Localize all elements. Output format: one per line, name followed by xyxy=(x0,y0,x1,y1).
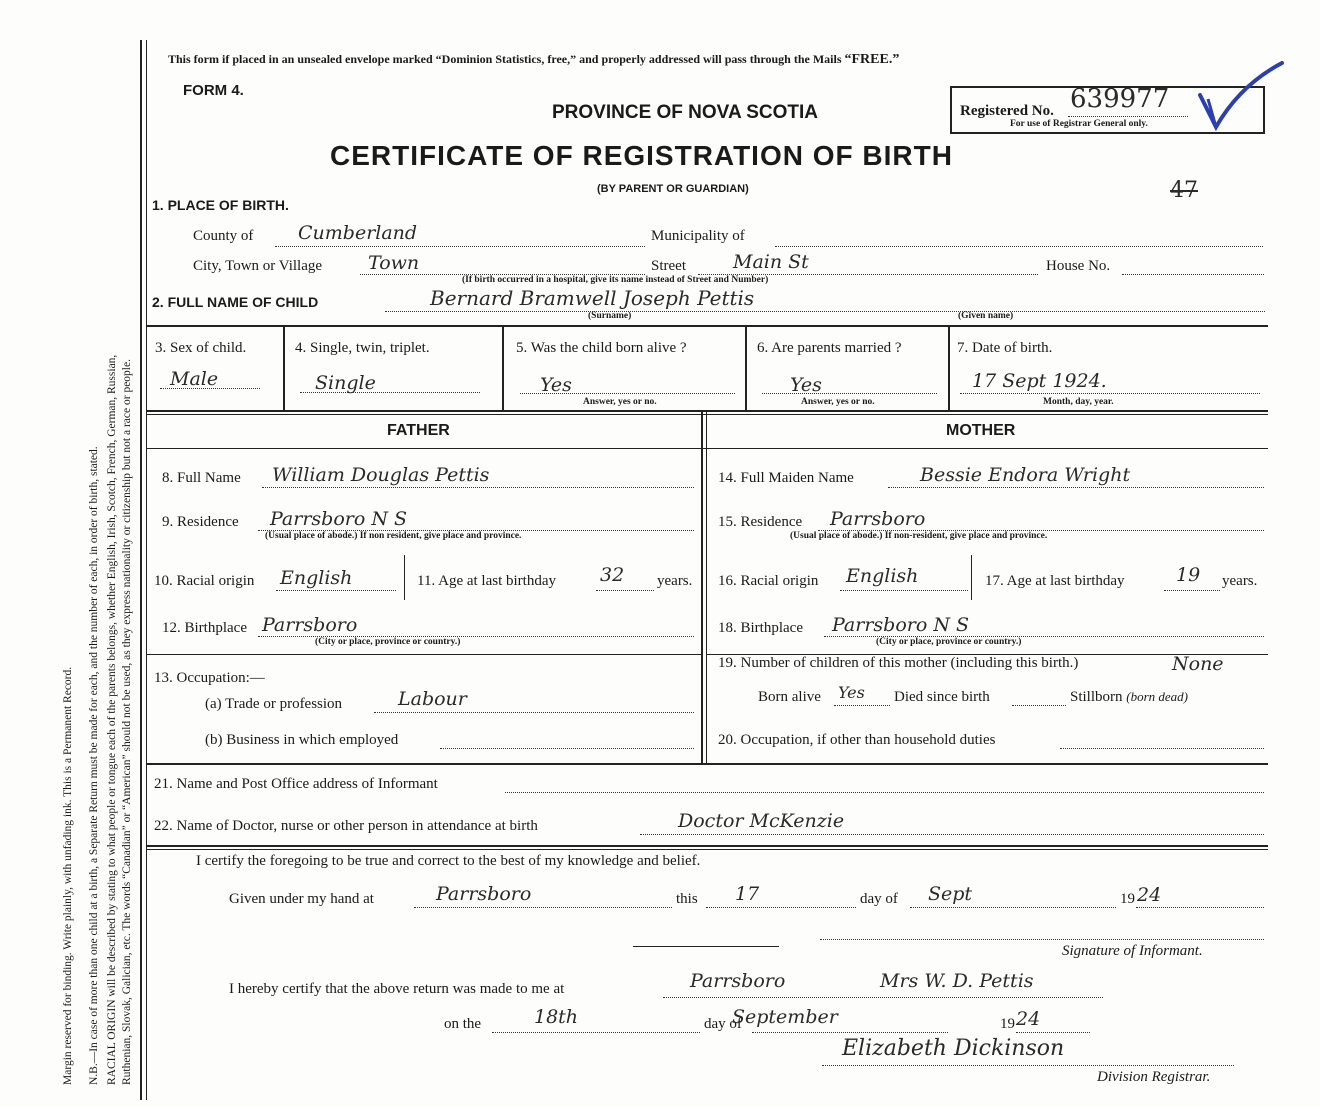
child-name-label: 2. FULL NAME OF CHILD xyxy=(152,294,319,310)
child-name-value: Bernard Bramwell Joseph Pettis xyxy=(430,286,755,310)
surname-caption: (Surname) xyxy=(588,311,632,321)
municipality-line xyxy=(775,246,1263,247)
doctor-value: Doctor McKenzie xyxy=(678,810,845,832)
children-count-value: None xyxy=(1172,653,1224,675)
dob-label: 7. Date of birth. xyxy=(957,340,1053,356)
registrar-signature: Elizabeth Dickinson xyxy=(842,1036,1065,1061)
rule-before-certify xyxy=(146,845,1268,847)
father-trade-label: (a) Trade or profession xyxy=(205,696,343,712)
year-prefix: 19 xyxy=(1120,891,1135,907)
parents-divider xyxy=(701,410,703,765)
father-residence-value: Parrsboro N S xyxy=(270,508,408,530)
doctor-line xyxy=(640,834,1264,835)
on-the-label: on the xyxy=(444,1016,482,1032)
return-day-value: 18th xyxy=(534,1006,579,1028)
city-label: City, Town or Village xyxy=(193,258,323,274)
father-occupation-rule xyxy=(146,654,702,655)
postage-notice: This form if placed in an unsealed envelope marked “Dominion Statistics, free,” and properly addressed will pass through the Mails “FREE.” xyxy=(168,52,900,67)
return-place-value: Parrsboro xyxy=(690,970,786,992)
check-mark-icon xyxy=(1190,55,1290,135)
born-alive-label: Born alive xyxy=(758,689,821,705)
given-place-value: Parrsboro xyxy=(436,883,532,905)
left-border xyxy=(140,40,142,1100)
divider-4-5 xyxy=(502,325,504,410)
street-label: Street xyxy=(651,258,686,274)
place-of-birth-heading: 1. PLACE OF BIRTH. xyxy=(152,197,289,213)
alive-caption: Answer, yes or no. xyxy=(583,397,657,407)
mother-age-value: 19 xyxy=(1176,564,1201,586)
father-residence-label: 9. Residence xyxy=(162,514,239,530)
dob-caption: Month, day, year. xyxy=(1043,397,1114,407)
informant-label: 21. Name and Post Office address of Informant xyxy=(154,776,438,792)
certificate-title: CERTIFICATE OF REGISTRATION OF BIRTH xyxy=(330,140,953,171)
child-name-line xyxy=(385,311,1265,312)
dob-line xyxy=(960,393,1260,394)
margin-note-binding: Margin reserved for binding. Write plainly, with unfading ink. This is a Permanent Record. xyxy=(62,666,74,1085)
born-alive-value: Yes xyxy=(838,683,865,702)
father-age-line xyxy=(596,590,654,591)
house-label: House No. xyxy=(1046,258,1111,274)
father-birthplace-value: Parrsboro xyxy=(262,614,358,636)
given-year-value: 24 xyxy=(1137,884,1162,906)
divider-5-6 xyxy=(745,325,747,410)
parents-divider-2 xyxy=(706,410,707,765)
father-heading: FATHER xyxy=(387,422,450,439)
alive-label: 5. Was the child born alive ? xyxy=(516,340,687,356)
city-value: Town xyxy=(368,252,420,274)
given-day-value: 17 xyxy=(735,883,760,905)
married-caption: Answer, yes or no. xyxy=(801,397,875,407)
corner-mark: 47 xyxy=(1170,178,1198,203)
mother-race-divider xyxy=(971,555,972,600)
father-race-divider xyxy=(404,555,405,600)
father-birthplace-label: 12. Birthplace xyxy=(162,620,247,636)
given-name-caption: (Given name) xyxy=(958,311,1014,321)
dob-value: 17 Sept 1924. xyxy=(972,370,1107,392)
hospital-note: (If birth occurred in a hospital, give its name instead of Street and Number) xyxy=(462,275,769,285)
left-border-inner xyxy=(146,40,147,1100)
rule-after-name xyxy=(146,325,1268,327)
plurality-label: 4. Single, twin, triplet. xyxy=(295,340,430,356)
return-year-value: 24 xyxy=(1016,1008,1041,1030)
married-value: Yes xyxy=(790,374,822,396)
father-race-line xyxy=(276,590,396,591)
given-place-line xyxy=(414,907,672,908)
return-month-line xyxy=(752,1032,948,1033)
certificate-subtitle: (BY PARENT OR GUARDIAN) xyxy=(597,183,749,195)
return-year-line xyxy=(1016,1032,1090,1033)
rule-before-parents-2 xyxy=(146,414,1268,415)
father-birthplace-caption: (City or place, province or country.) xyxy=(315,637,461,647)
father-name-value: William Douglas Pettis xyxy=(272,464,490,486)
street-value: Main St xyxy=(733,251,809,273)
mother-name-value: Bessie Endora Wright xyxy=(920,464,1131,486)
mother-residence-caption: (Usual place of abode.) If non-resident, give place and province. xyxy=(790,531,1048,541)
margin-note-nb: N.B.—In case of more than one child at a birth, a Separate Return must be made for each, and the number of each, in order of birth, stated. xyxy=(88,446,100,1085)
informant-signature-line xyxy=(820,939,1264,940)
father-race-value: English xyxy=(280,567,353,589)
divider-3-4 xyxy=(283,325,285,410)
given-year-line xyxy=(1136,907,1264,908)
registered-label: Registered No. xyxy=(960,103,1054,119)
rule-before-certify-2 xyxy=(146,849,1268,850)
father-residence-caption: (Usual place of abode.) If non resident, give place and province. xyxy=(265,531,522,541)
informant-signature-label: Signature of Informant. xyxy=(1062,943,1203,959)
father-years-label: years. xyxy=(657,573,693,589)
mother-birthplace-value: Parrsboro N S xyxy=(832,614,970,636)
sex-value: Male xyxy=(170,368,219,390)
doctor-label: 22. Name of Doctor, nurse or other person in attendance at birth xyxy=(154,818,538,834)
mother-years-label: years. xyxy=(1222,573,1258,589)
given-month-value: Sept xyxy=(928,883,973,905)
rule-before-parents xyxy=(146,410,1268,412)
registrar-note: For use of Registrar General only. xyxy=(1010,119,1148,129)
father-occupation-label: 13. Occupation:— xyxy=(154,670,265,686)
father-age-value: 32 xyxy=(600,564,625,586)
return-place-line xyxy=(663,997,1103,998)
sex-line xyxy=(160,388,260,389)
alive-value: Yes xyxy=(540,374,572,396)
sex-label: 3. Sex of child. xyxy=(155,340,247,356)
given-day-line xyxy=(706,907,856,908)
registrar-signature-line xyxy=(822,1065,1234,1066)
rule-under-headings xyxy=(146,448,1268,449)
mother-occupation-line xyxy=(1060,748,1264,749)
return-day-line xyxy=(492,1032,700,1033)
mother-residence-label: 15. Residence xyxy=(718,514,803,530)
margin-note-racial: RACIAL ORIGIN will be described by stating to what people or tongue each of the parents belongs, whether English, Irish, Scotch, French, German, Russian, xyxy=(106,354,118,1085)
mother-residence-value: Parrsboro xyxy=(830,508,926,530)
born-alive-line xyxy=(834,705,890,706)
this-label: this xyxy=(676,891,698,907)
municipality-label: Municipality of xyxy=(651,228,745,244)
mother-race-value: English xyxy=(846,565,919,587)
children-count-label: 19. Number of children of this mother (including this birth.) xyxy=(718,655,1079,671)
short-rule xyxy=(633,946,779,947)
registered-line xyxy=(1068,116,1188,117)
mother-occupation-label: 20. Occupation, if other than household duties xyxy=(718,732,996,748)
plurality-line xyxy=(300,392,480,393)
father-business-label: (b) Business in which employed xyxy=(205,732,399,748)
mother-age-label: 17. Age at last birthday xyxy=(985,573,1125,589)
rule-after-parents xyxy=(146,763,1268,765)
day-of-label: day of xyxy=(860,891,898,907)
married-line xyxy=(762,393,937,394)
father-trade-line xyxy=(374,712,694,713)
stillborn-label: Stillborn (born dead) xyxy=(1070,689,1189,705)
alive-line xyxy=(520,393,735,394)
county-value: Cumberland xyxy=(298,222,418,244)
given-month-line xyxy=(910,907,1116,908)
form-number: FORM 4. xyxy=(183,82,244,99)
died-label: Died since birth xyxy=(894,689,990,705)
mother-birthplace-label: 18. Birthplace xyxy=(718,620,803,636)
mother-name-label: 14. Full Maiden Name xyxy=(718,470,854,486)
divider-6-7 xyxy=(948,325,950,410)
mother-race-line xyxy=(840,590,968,591)
house-line xyxy=(1122,274,1264,275)
registered-number: 639977 xyxy=(1070,84,1170,114)
father-business-line xyxy=(440,748,694,749)
return-year-prefix: 19 xyxy=(1000,1016,1015,1032)
margin-note-racial-2: Ruthenian, Slovak, Galician, etc. The words “Canadian” or “American” should not be used, as they express nationality or citizenship but not a race or people. xyxy=(121,359,133,1085)
registrar-label: Division Registrar. xyxy=(1097,1069,1211,1085)
province-heading: PROVINCE OF NOVA SCOTIA xyxy=(552,102,819,123)
mother-race-label: 16. Racial origin xyxy=(718,573,819,589)
died-line xyxy=(1012,705,1066,706)
married-label: 6. Are parents married ? xyxy=(757,340,902,356)
mother-age-line xyxy=(1164,590,1220,591)
father-name-line xyxy=(262,487,694,488)
informant-line xyxy=(505,792,1264,793)
mother-name-line xyxy=(888,487,1264,488)
given-under-label: Given under my hand at xyxy=(229,891,374,907)
county-line xyxy=(275,246,645,247)
mother-heading: MOTHER xyxy=(946,422,1016,439)
father-age-label: 11. Age at last birthday xyxy=(417,573,556,589)
return-day-of-label: day of xyxy=(704,1016,742,1032)
father-trade-value: Labour xyxy=(398,688,467,710)
plurality-value: Single xyxy=(315,372,376,394)
father-race-label: 10. Racial origin xyxy=(154,573,255,589)
informant-signature: Mrs W. D. Pettis xyxy=(880,970,1034,992)
return-label: I hereby certify that the above return was made to me at xyxy=(229,981,565,997)
return-month-value: September xyxy=(732,1006,838,1028)
father-name-label: 8. Full Name xyxy=(162,470,241,486)
mother-birthplace-caption: (City or place, province or country.) xyxy=(876,637,1022,647)
county-label: County of xyxy=(193,228,254,244)
certify-statement: I certify the foregoing to be true and correct to the best of my knowledge and belief. xyxy=(196,853,701,869)
